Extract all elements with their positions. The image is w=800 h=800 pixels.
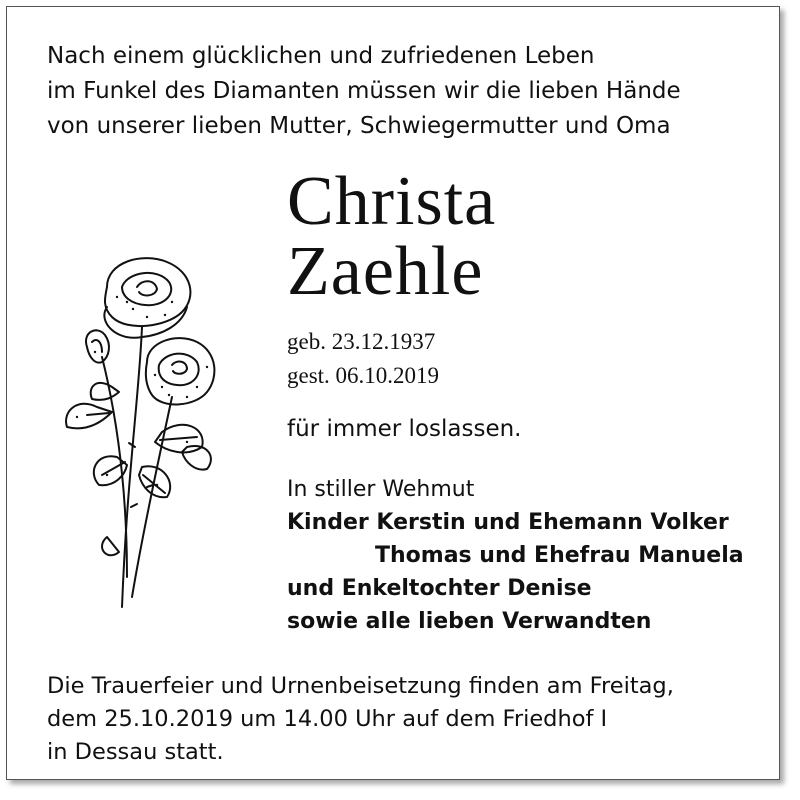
mourner-line: sowie alle lieben Verwandten [287,609,652,634]
closing-phrase: für immer loslassen. [287,416,522,442]
intro-line: Nach einem glücklichen und zufriedenen Leben [47,43,595,69]
rose-icon [47,247,227,617]
intro-line: von unserer lieben Mutter, Schwiegermutter und Oma [47,113,671,139]
death-date: gest. 06.10.2019 [287,363,440,388]
obituary-card [6,6,780,780]
intro-text [47,39,681,144]
mourners-intro: In stiller Wehmut [287,477,475,502]
deceased-name [287,163,497,310]
mourner-line: Kinder Kerstin und Ehemann Volker [287,510,729,535]
funeral-info [47,670,674,769]
funeral-line: in Dessau statt. [47,739,224,765]
birth-date: geb. 23.12.1937 [287,329,436,354]
last-name: Zaehle [287,233,484,310]
funeral-line: dem 25.10.2019 um 14.00 Uhr auf dem Friedhof I [47,706,608,732]
intro-line: im Funkel des Diamanten müssen wir die lieben Hände [47,78,681,104]
mourners-block [287,473,744,638]
mourner-line: Thomas und Ehefrau Manuela [375,543,744,568]
mourner-line: und Enkeltochter Denise [287,576,592,601]
funeral-line: Die Trauerfeier und Urnenbeisetzung finden am Freitag, [47,673,674,699]
first-name: Christa [287,163,497,240]
life-dates [287,325,439,393]
